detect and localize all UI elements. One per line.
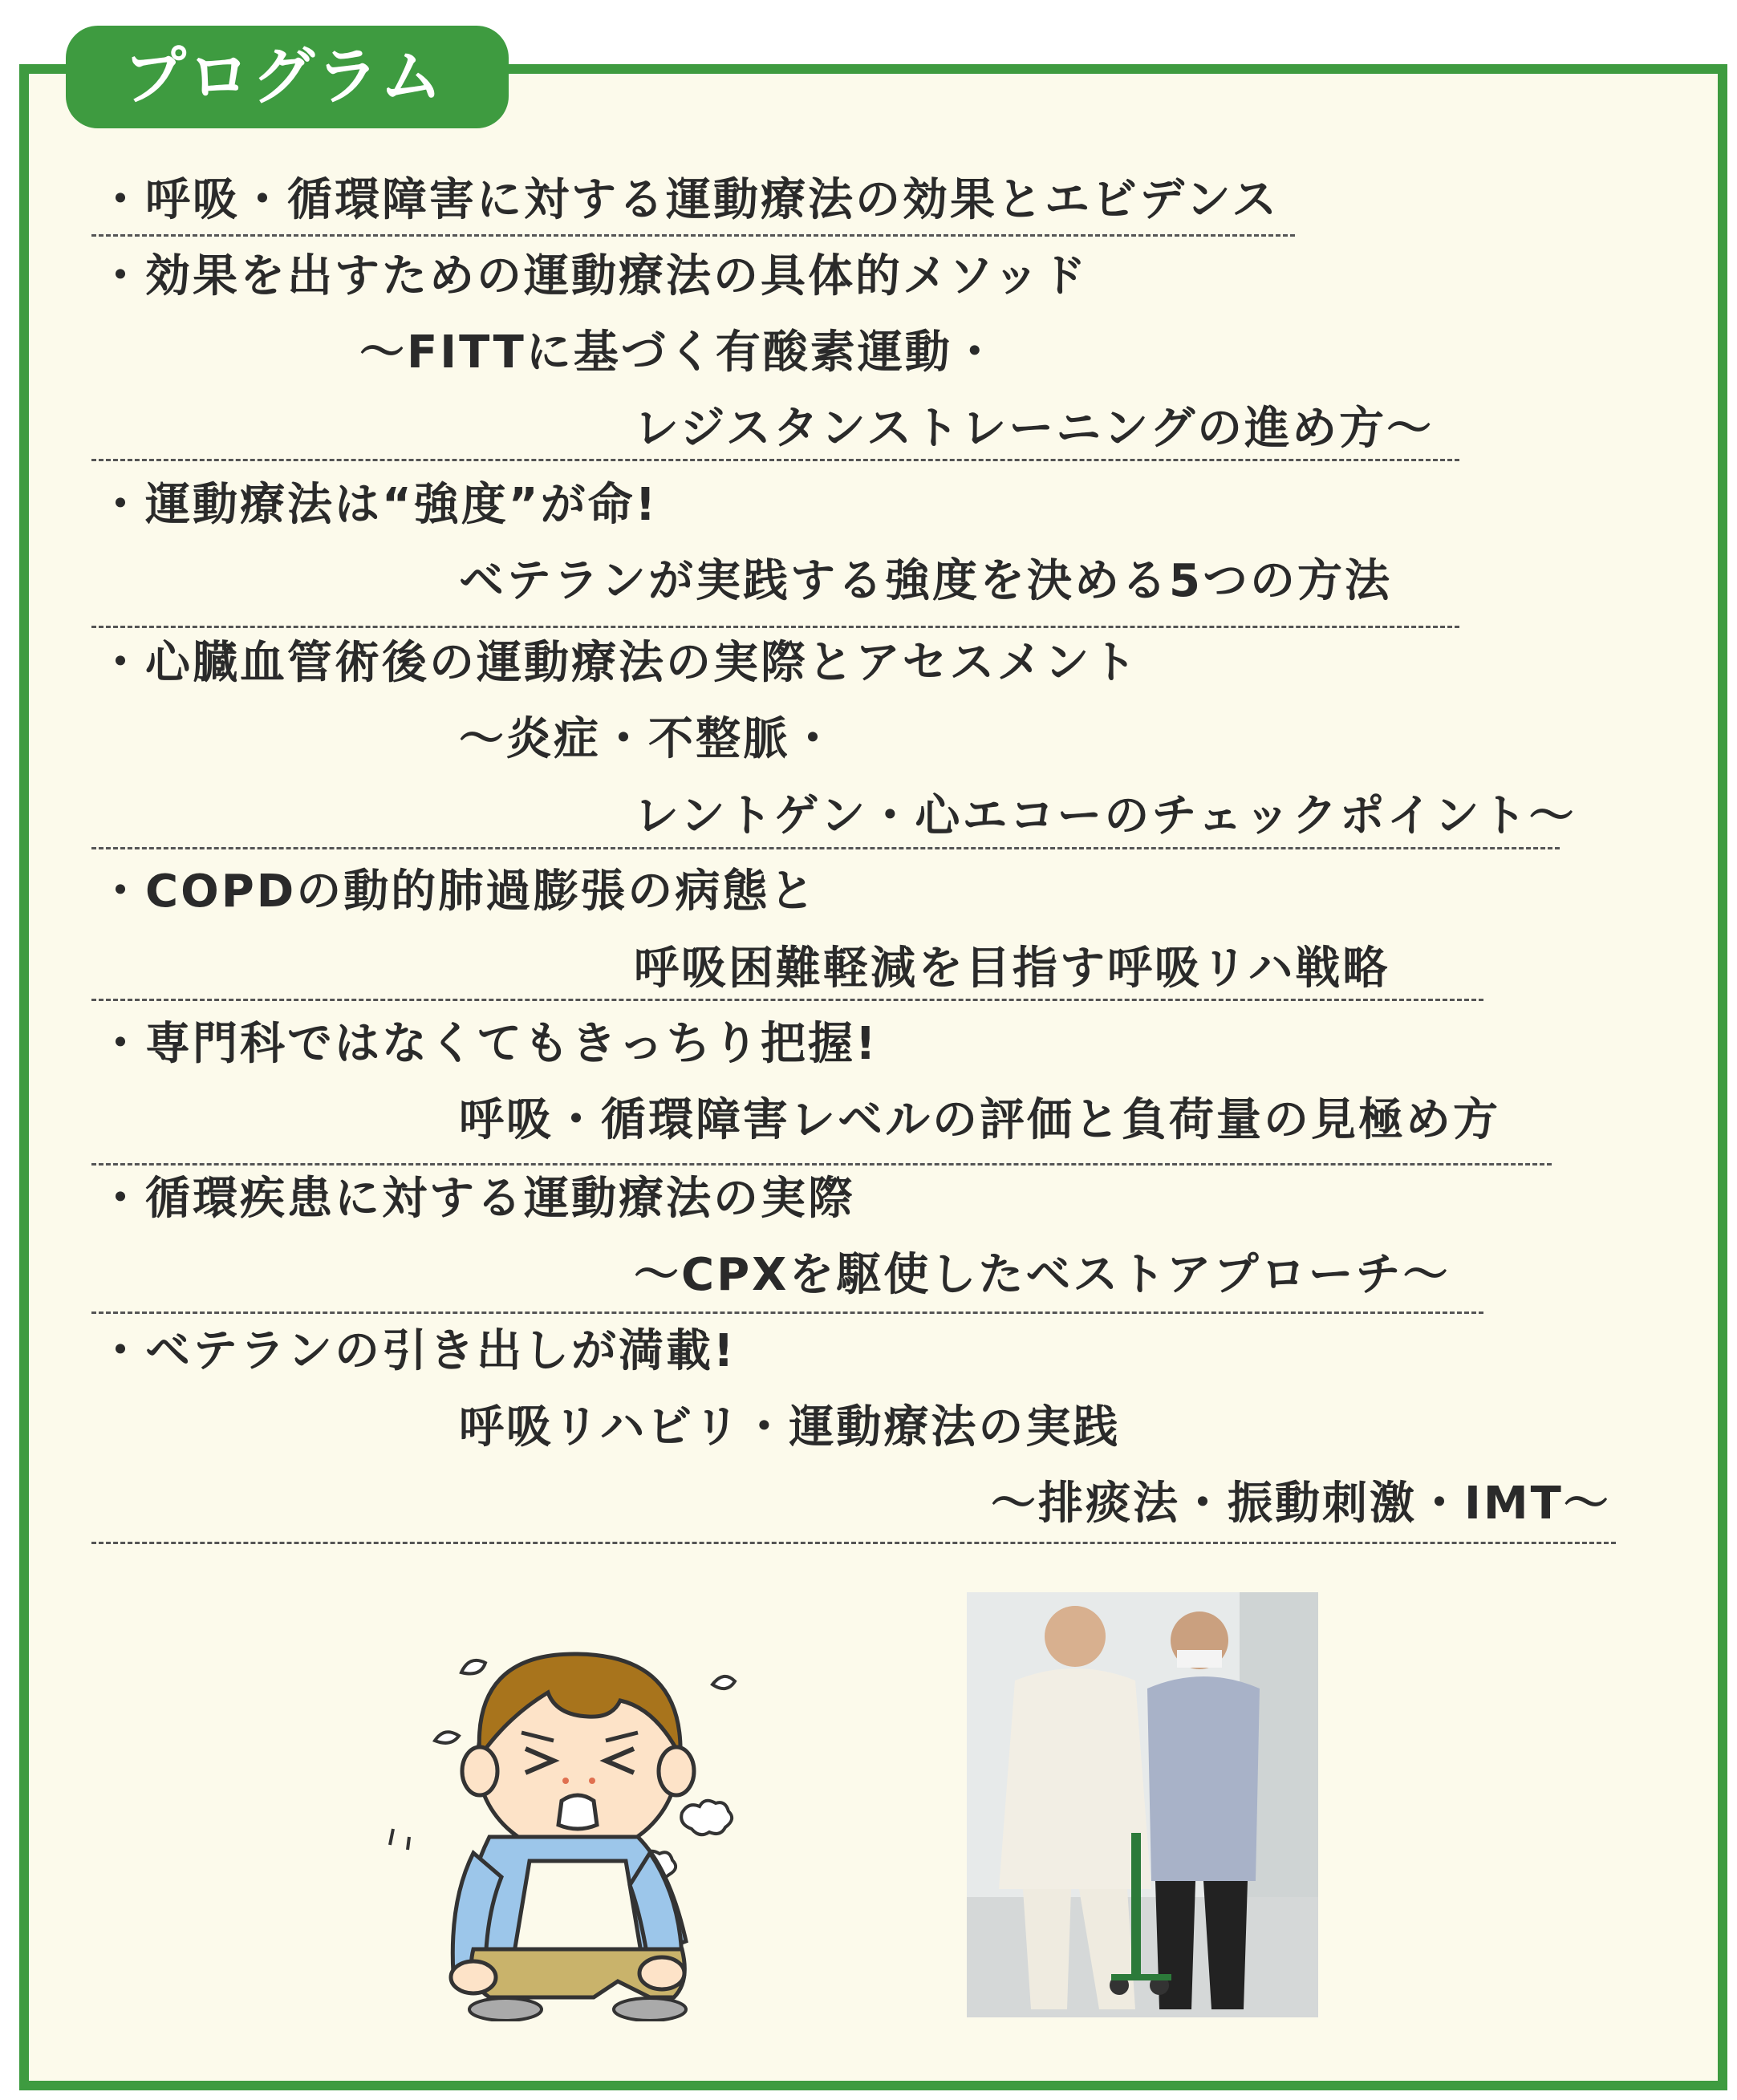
rehab-walking-photo <box>967 1592 1318 2017</box>
breathless-man-illustration <box>385 1596 754 2021</box>
item-subtext: ～炎症・不整脈・ <box>459 713 838 765</box>
dashed-divider <box>91 626 1459 628</box>
item-text: ・心臓血管術後の運動療法の実際とアセスメント <box>98 637 1139 689</box>
item-subtext: 呼吸困難軽減を目指す呼吸リハ戦略 <box>634 943 1390 995</box>
dashed-divider <box>91 1311 1483 1314</box>
program-title-badge: プログラム <box>66 26 509 128</box>
item-text: ・ベテランの引き出しが満載! <box>98 1325 737 1377</box>
item-subtext: 呼吸リハビリ・運動療法の実践 <box>459 1401 1121 1453</box>
dashed-divider <box>91 459 1459 461</box>
item-subtext: レジスタンストレーニングの進め方～ <box>634 403 1435 455</box>
dashed-divider <box>91 847 1560 849</box>
item-text: ・専門科ではなくてもきっちり把握! <box>98 1018 879 1070</box>
item-text: ・循環疾患に対する運動療法の実際 <box>98 1173 855 1225</box>
item-subtext: レントゲン・心エコーのチェックポイント～ <box>634 790 1577 842</box>
dashed-divider <box>91 234 1295 237</box>
item-text: ・呼吸・循環障害に対する運動療法の効果とエビデンス <box>98 174 1280 226</box>
item-subtext: ～CPXを駆使したベストアプローチ～ <box>634 1249 1451 1301</box>
item-text: ・COPDの動的肺過膨張の病態と <box>98 866 818 918</box>
item-subtext: ～FITTに基づく有酸素運動・ <box>359 326 1000 379</box>
item-subtext: ～排痰法・振動刺激・IMT～ <box>991 1478 1611 1530</box>
item-subtext: ベテランが実践する強度を決める5つの方法 <box>459 555 1392 607</box>
item-text: ・効果を出すための運動療法の具体的メソッド <box>98 250 1089 302</box>
dashed-divider <box>91 1163 1552 1166</box>
item-subtext: 呼吸・循環障害レベルの評価と負荷量の見極め方 <box>459 1094 1500 1146</box>
dashed-divider <box>91 1542 1616 1544</box>
item-text: ・運動療法は“強度”が命! <box>98 479 659 531</box>
dashed-divider <box>91 999 1483 1001</box>
